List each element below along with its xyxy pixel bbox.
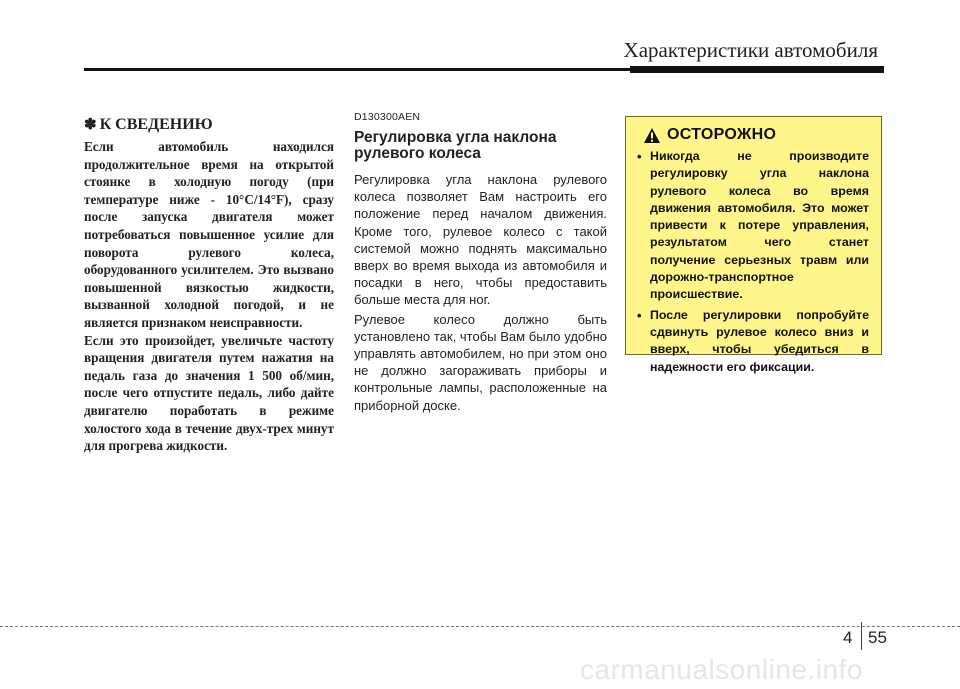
notice-star-icon: ✽: [84, 117, 97, 133]
warning-list: [637, 148, 869, 376]
chapter-number: 4: [843, 628, 853, 647]
section-column: [354, 111, 607, 416]
page-separator: [861, 622, 862, 650]
notice-title: [84, 114, 334, 136]
warning-header: [643, 126, 869, 144]
footer-rule: [0, 626, 960, 627]
warning-triangle-icon: [643, 127, 661, 144]
notice-column: [84, 114, 334, 455]
warning-item: • Никогда не производите регулировку угла наклона рулевого колеса во время движения автомобиля. Это может привести к потере управления, результатом чего станет получение серьезных травм или дорожно-транспортное происшествие.: [637, 148, 869, 304]
notice-paragraph: Если автомобиль находился продолжительное время на открытой стоянке в холодную погоду (при температуре ниже - 10°C/14°F), сразу после запуска двигателя может потребоваться повышенное усилие для поворота рулевого колеса, оборудованного усилителем. Это вызвано повышенной вязкостью жидкости, вызванной холодной погодой, и не является признаком неисправности.: [84, 139, 334, 330]
section-paragraph: Рулевое колесо должно быть установлено так, чтобы Вам было удобно управлять автомобилем, но при этом оно не должно загораживать приборы и контрольные лампы, расположенные на приборной доске.: [354, 311, 607, 413]
warning-box: [625, 116, 882, 374]
section-title: Регулировка угла наклона рулевого колеса: [354, 129, 557, 162]
page-number: 55: [868, 628, 887, 647]
warning-item: • После регулировки попробуйте сдвинуть рулевое колесо вниз и вверх, чтобы убедиться в надежности его фиксации.: [637, 307, 869, 376]
warning-title: ОСТОРОЖНО: [667, 126, 777, 143]
notice-paragraph: Если это произойдет, увеличьте частоту вращения двигателя путем нажатия на педаль газа до значения 1 500 об/мин, после чего отпустите педаль, либо дайте двигателю поработать в режиме холостого хода в течение двух-трех минут для прогрева жидкости.: [84, 332, 334, 454]
header-title: Характеристики автомобиля: [623, 38, 878, 62]
section-code: D130300AEN: [354, 111, 421, 123]
header-rule-accent: [630, 66, 884, 73]
section-paragraph: Регулировка угла наклона рулевого колеса позволяет Вам настроить его положение перед началом движения. Кроме того, рулевое колесо с такой системой можно поднять максимально вверх во время выхода из автомобиля и посадки в него, чтобы предоставить больше места для ног.: [354, 172, 607, 308]
watermark: carmanualsonline.info: [580, 654, 863, 685]
notice-title-text: К СВЕДЕНИЮ: [99, 116, 213, 133]
